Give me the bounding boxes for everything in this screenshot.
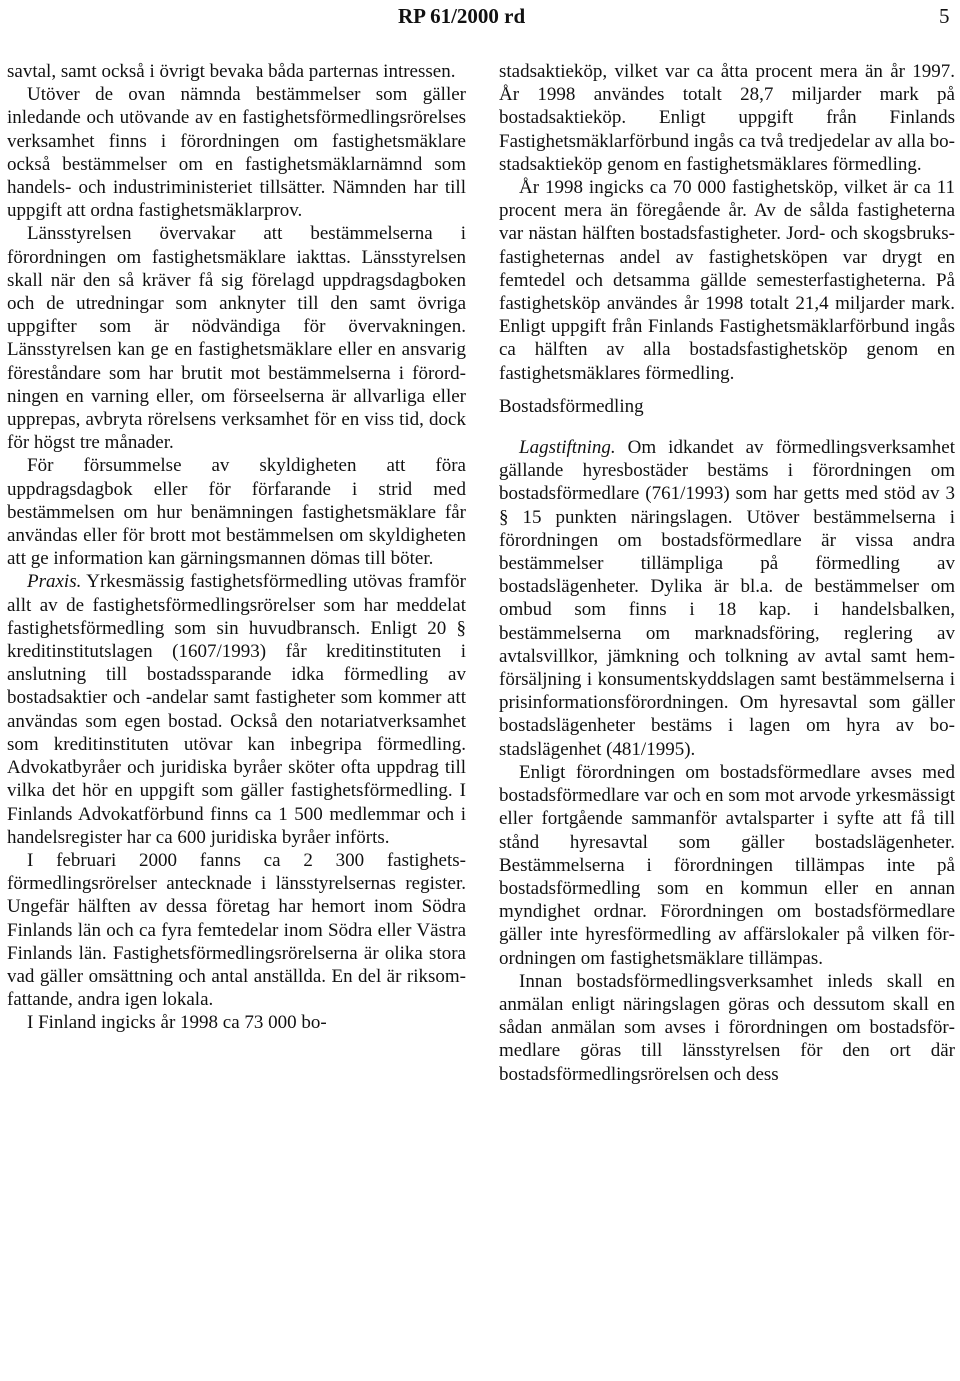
page-header <box>0 0 960 30</box>
paragraph <box>7 570 466 848</box>
paragraph: Länsstyrelsen övervakar att bestämmelserna i förordningen om fastighetsmäklare iakttas. Länsstyrelsen skall när den så kräver få sig förelagd uppdragsdagboken och de utredningar som anknyter till den samt övriga uppgifter som är nödvändiga för övervakningen. Länsstyrelsen kan ge en fastighetsmäklare eller en ansvarig föreståndare som har brutit mot bestämmelserna i förordningen en varning eller, om förseelserna är allvarliga eller upprepas, avbryta rörelsens verksamhet för en viss tid, dock för högst tre månader. <box>7 223 466 454</box>
paragraph: För försummelse av skyldigheten att föra uppdragsdagbok eller för förfarande i strid med bestämmelsen om hur benämningen fastighetsmäklare får användas eller för brott mot bestämmelsen om skyldigheten att ge information kan gärningsmannen dömas till böter. <box>7 455 466 570</box>
right-column <box>499 60 955 1086</box>
paragraph: stadsaktieköp, vilket var ca åtta procent mera än år 1997. År 1998 användes totalt 28,7 miljarder mark på bostadsaktieköp. Enligt uppgift från Finlands Fastighetsmäklarförbund ingås ca två tredjedelar av alla bostadsaktieköp genom en fastighetsmäklares förmedling. <box>499 61 955 175</box>
paragraph: Utöver de ovan nämnda bestämmelser som gäller inledande och utövande av en fastighetsförmedlingsrörelses verksamhet finns i förordningen om fastighetsmäklare också bestämmelser om en fastighetsmäklarnämnd som handels- och industriministeriet tillsätter. Nämnden har till uppgift att ordna fastighetsmäklarprov. <box>7 84 466 222</box>
run-in-heading: Praxis. <box>27 571 82 593</box>
page-number: 5 <box>939 4 950 28</box>
paragraph: År 1998 ingicks ca 70 000 fastighetsköp, vilket är ca 11 procent mera än föregående år. Av de sålda fastigheterna var nästan hälften bostadsfastigheter. Jord- och skogsbruksfastigheternas andel av fastighetsköpen var drygt en femtedel och detsamma gällde semesterfastigheterna. På fastighetsköp användes år 1998 totalt 21,4 miljarder mark. Enligt uppgift från Finlands Fastighetsmäklarförbund ingås ca hälften av alla bostadsfastighetsköp genom en fastighetsmäklares förmedling. <box>499 177 955 384</box>
paragraph <box>499 436 955 761</box>
paragraph-body: Yrkesmässig fastighetsförmedling utövas framför allt av de fastighetsförmedlingsrörelser som har meddelat fastighetsförmedling som sin huvudbransch. Enligt 20 § kreditinstitutslagen (1607/1993) får kreditinstituten i anslutning till bostadssparande idka förmedling av bostadsaktier och -andelar samt fastigheter som kommer att användas som egen bostad. Också den notariatverksamhet som kreditinstituten utövar kan inbegripa förmedling. Advokatbyråer och juridiska byråer sköter ofta uppdrag till vilka det hör en uppgift som gäller fastighetsförmedling. I Finlands Advokatförbund finns ca 1 500 medlemmar och i handelsregister har ca 600 juridiska byråer införts. <box>7 571 466 848</box>
section-heading: Bostadsförmedling <box>499 395 644 417</box>
paragraph: Enligt förordningen om bostadsförmedlare avses med bostadsförmedlare var och en som mot arvode yrkesmässigt eller fortgående sammanför avtalsparter i syfte att få till stånd hyresavtal som gäller bostadslägenheter. Bestämmelserna i förordningen tillämpas inte på bostadsförmedling som en kommun eller en annan myndighet ordnar. Förordningen om bostadsförmedlare gäller inte hyresförmedling av affärslokaler på vilken förordningen om fastighetsmäklare tillämpas. <box>499 761 955 969</box>
paragraph: I februari 2000 fanns ca 2 300 fastighetsförmedlingsrörelser antecknade i länsstyrelsernas register. Ungefär hälften av dessa företag har hemort inom Södra Finlands län och ca fyra femtedelar inom Södra eller Västra Finlands län. Fastighetsförmedlingsrörelserna är olika stora vad gäller omsättning och antal anställda. En del är riksomfattande, andra igen lokala. <box>7 849 466 1011</box>
paragraph: I Finland ingicks år 1998 ca 73 000 bo- <box>27 1012 327 1034</box>
document-id: RP 61/2000 rd <box>398 4 526 28</box>
paragraph-body: Om idkandet av förmedlingsverksamhet gällande hyresbostäder bestäms i förordningen om bostadsförmedlare (761/1993) som har getts med stöd av 3 § 15 punkten näringslagen. Utöver bestämmelserna i förordningen om bostadsförmedlare är vissa andra bestämmelser tillämpliga på förmedling av bostadslägenheter. Dylika är bl.a. de bestämmelser om ombud som finns i 18 kap. i handelsbalken, bestämmelserna om marknadsföring, reglering av avtalsvillkor, jämkning och tolkning av avtal samt hemförsäljning i konsumentskyddslagen samt bestämmelserna i prisinformationsförordningen. Om hyresavtal som gäller bostadslägenheter bestäms i lagen om hyra av bostadslägenhet (481/1995). <box>499 437 955 760</box>
run-in-heading: Lagstiftning. <box>519 437 616 459</box>
paragraph: Innan bostadsförmedlingsverksamhet inleds skall en anmälan enligt näringslagen göras och dessutom skall en sådan anmälan som avses i förordningen om bostadsförmedlare göras till länsstyrelsen för den ort där bostadsförmedlingsrörelsen och dess <box>499 970 955 1085</box>
left-column <box>7 60 466 1035</box>
paragraph: savtal, samt också i övrigt bevaka båda parternas intressen. <box>7 61 456 82</box>
